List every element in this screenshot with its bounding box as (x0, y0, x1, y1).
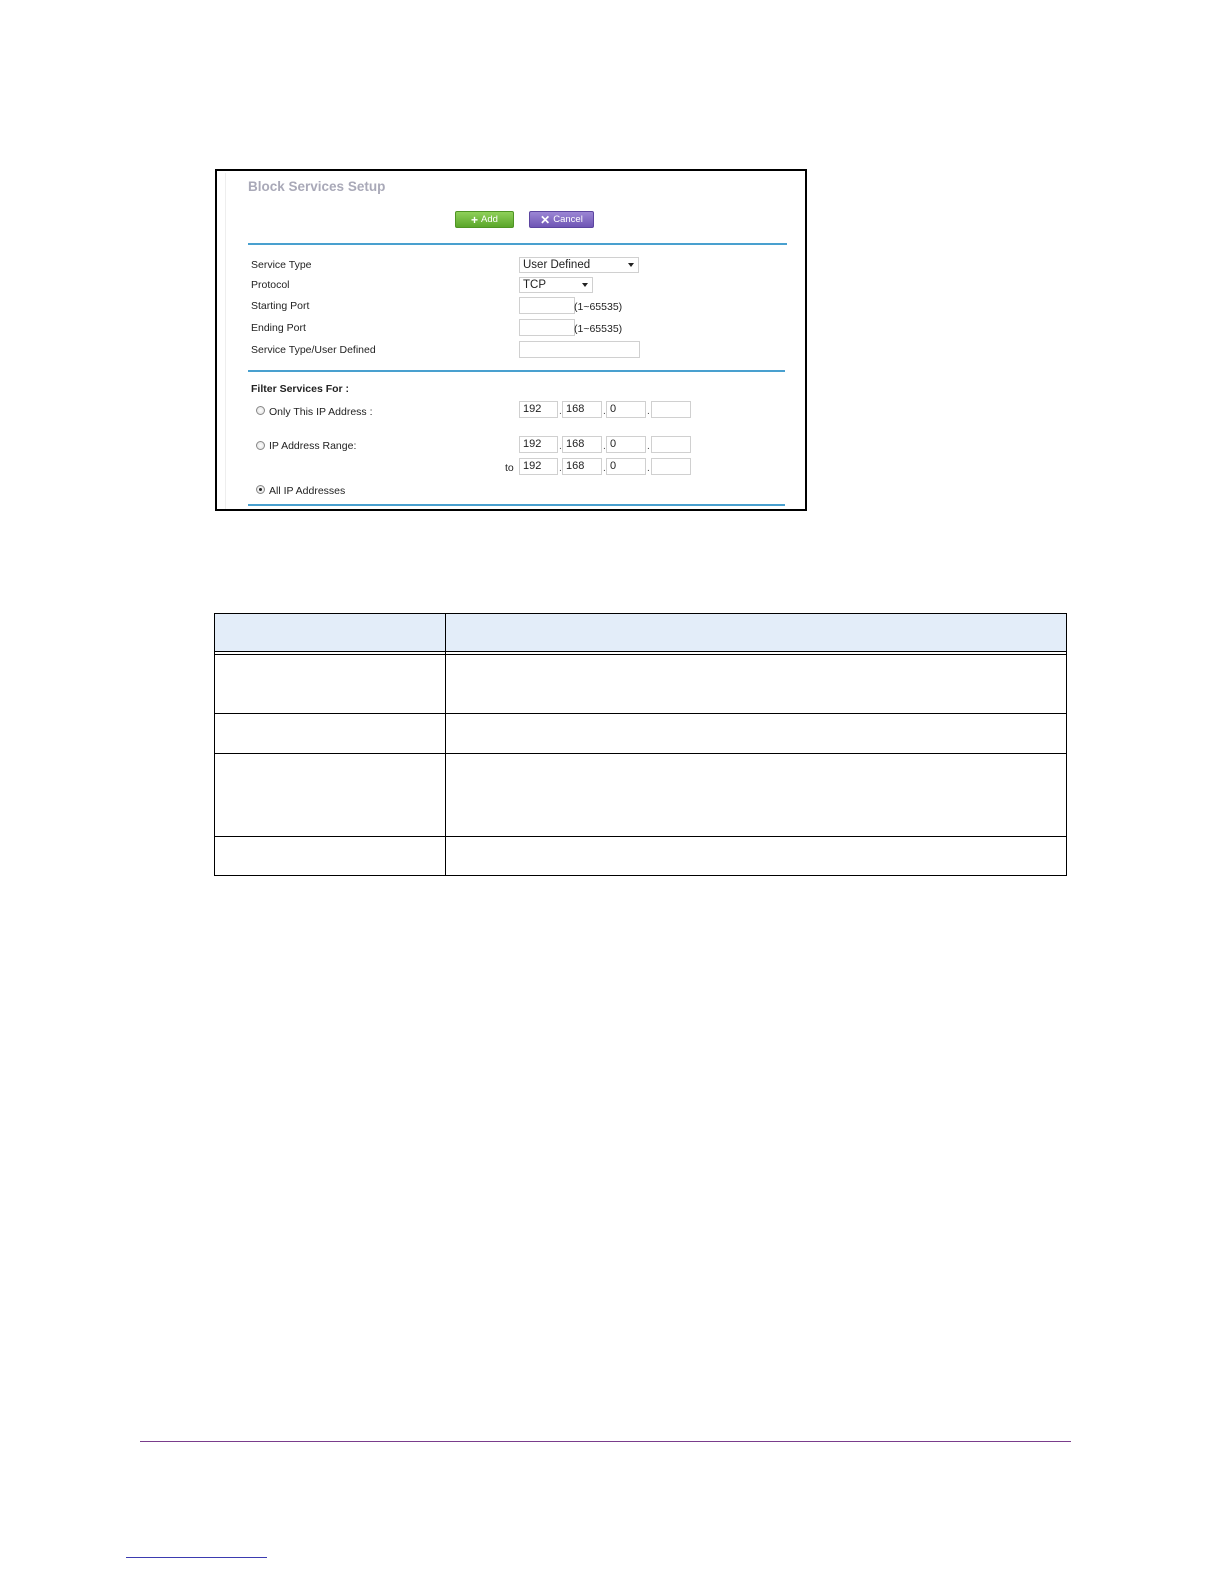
plus-icon: + (471, 212, 479, 227)
service-name-input[interactable] (519, 341, 640, 358)
footer-divider (140, 1441, 1071, 1442)
table-row (215, 754, 1067, 837)
add-button-label: Add (481, 214, 498, 225)
add-button[interactable] (455, 211, 514, 228)
only-ip-radio[interactable] (256, 406, 265, 415)
divider-middle (248, 370, 785, 372)
protocol-label: Protocol (251, 279, 290, 291)
table-header-cell (215, 614, 446, 652)
block-services-screenshot (215, 169, 807, 511)
table-header-cell (446, 614, 1067, 652)
starting-port-input[interactable] (519, 297, 575, 314)
x-icon: ✕ (540, 212, 551, 227)
caret-down-icon (582, 283, 588, 287)
table-cell (446, 714, 1067, 754)
only-ip-octet-1[interactable]: 192 (519, 401, 558, 418)
cancel-button-label: Cancel (553, 214, 583, 225)
range-start-octet-2[interactable]: 168 (562, 436, 602, 453)
table-row (215, 714, 1067, 754)
ending-port-label: Ending Port (251, 322, 306, 334)
only-ip-label: Only This IP Address : (269, 406, 373, 418)
divider-top (248, 243, 787, 245)
range-start-octet-1[interactable]: 192 (519, 436, 558, 453)
range-end-octet-2[interactable]: 168 (562, 458, 602, 475)
ip-range-label: IP Address Range: (269, 440, 357, 452)
range-to-label: to (505, 462, 514, 474)
only-ip-octet-4[interactable] (651, 401, 691, 418)
all-ip-label: All IP Addresses (269, 485, 346, 497)
caret-down-icon (628, 263, 634, 267)
table-cell (446, 655, 1067, 714)
divider-bottom (248, 504, 785, 506)
starting-port-label: Starting Port (251, 300, 310, 312)
table-cell (446, 837, 1067, 876)
service-type-label: Service Type (251, 259, 312, 271)
only-ip-octet-3[interactable]: 0 (606, 401, 646, 418)
all-ip-radio[interactable] (256, 485, 265, 494)
table-cell (215, 655, 446, 714)
protocol-value: TCP (523, 279, 546, 291)
table-row (215, 655, 1067, 714)
table-cell (446, 754, 1067, 837)
ending-port-hint: (1~65535) (574, 323, 623, 335)
panel-title: Block Services Setup (248, 179, 386, 194)
table-cell (215, 754, 446, 837)
range-end-octet-4[interactable] (651, 458, 691, 475)
range-start-octet-4[interactable] (651, 436, 691, 453)
table-row (215, 837, 1067, 876)
service-name-label: Service Type/User Defined (251, 344, 376, 356)
starting-port-hint: (1~65535) (574, 301, 623, 313)
ip-range-radio[interactable] (256, 441, 265, 450)
block-services-panel: Block Services Setup + Add ✕ Cancel Service Type User Defined Protocol TCP Starting Port (1~65535) Ending Port (1~65535) Service Type/User Defined Filter Services For : Only This IP Address : 192 . 168 . 0 . IP Address Range: 192 . 168 . 0 . to 192 . 168 . 0 . All IP Addresses (225, 173, 803, 509)
service-type-value: User Defined (523, 259, 591, 271)
range-end-octet-3[interactable]: 0 (606, 458, 646, 475)
only-ip-octet-2[interactable]: 168 (562, 401, 602, 418)
range-end-octet-1[interactable]: 192 (519, 458, 558, 475)
ending-port-input[interactable] (519, 319, 575, 336)
table-cell (215, 714, 446, 754)
table-header-row (215, 614, 1067, 652)
range-start-octet-3[interactable]: 0 (606, 436, 646, 453)
cancel-button[interactable] (529, 211, 594, 228)
service-type-select[interactable] (519, 257, 639, 273)
footer-link-underline[interactable] (126, 1557, 267, 1558)
protocol-select[interactable] (519, 277, 593, 293)
filter-heading: Filter Services For : (251, 383, 350, 395)
settings-table (214, 613, 1067, 876)
table-cell (215, 837, 446, 876)
